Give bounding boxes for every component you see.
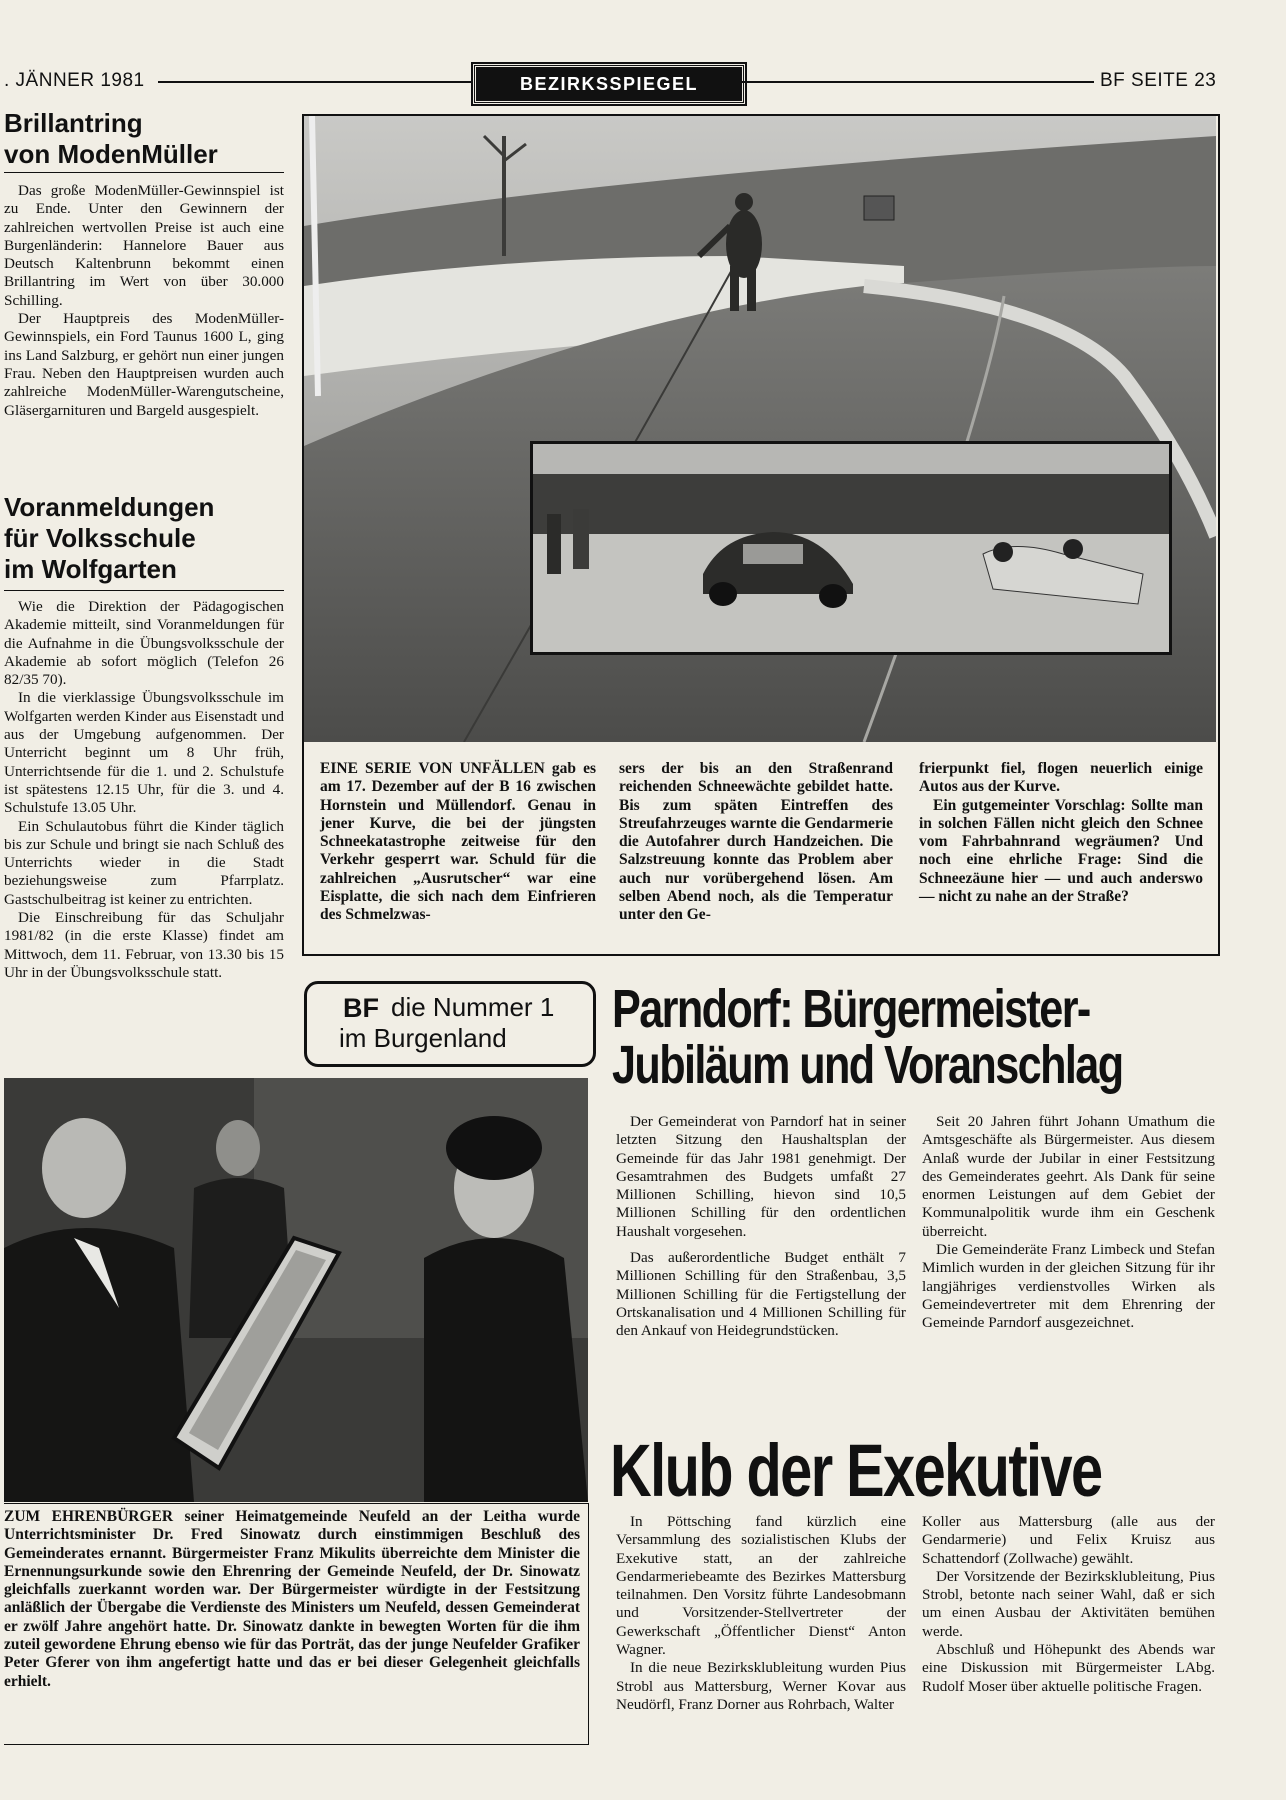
parndorf-paragraph: Seit 20 Jahren führt Johann Umathum die Amtsgeschäfte als Bürgermeister. Aus diesem Anlaß wurde der Jubilar in einer Festsitzung des Gemeinderates geehrt. Als Dank für seine enormen Leistungen auf dem Gebiet der Kommunalpolitik wurde ihm ein Geschenk überreicht.	[922, 1113, 1215, 1240]
klub-col-1	[616, 1513, 906, 1714]
klub-paragraph: Der Vorsitzende der Bezirksklubleitung, Pius Strobl, betonte nach seiner Wahl, daß er sich um einen Ausbau der Aktivitäten bemühen werde.	[922, 1567, 1215, 1640]
klub-paragraph: Koller aus Mattersburg (alle aus der Gendarmerie) und Felix Kruisz aus Schattendorf (Zollwache) gewählt.	[922, 1513, 1215, 1567]
volksschule-article	[4, 598, 284, 982]
volksschule-paragraph: In die vierklassige Übungsvolksschule im Wolfgarten werden Kinder aus Eisenstadt und aus der Umgebung aufgenommen. Der Unterricht beginnt um 8 Uhr früh, Unterrichtsende für die 1. und 2. Schulstufe ist spätestens 12.15 Uhr, für die 3. und 4. Schulstufe 13.05 Uhr.	[4, 689, 284, 817]
ceremony-photo-illustration	[4, 1078, 588, 1502]
klub-paragraph: In Pöttsching fand kürzlich eine Versammlung des sozialistischen Klubs der Exekutive statt, an der zahlreiche Gendarmeriebeamte des Bezirkes Mattersburg teilnahmen. Den Vorsitz führte Landesobmann und Vorsitzender-Stellvertreter der Gewerkschaft „Öffentlicher Dienst“ Anton Wagner.	[616, 1513, 906, 1659]
section-ribbon: BEZIRKSSPIEGEL	[473, 64, 745, 104]
parndorf-col-1	[616, 1113, 906, 1341]
ehrenbuerger-caption-box	[4, 1503, 589, 1745]
parndorf-paragraph: Das außerordentliche Budget enthält 7 Millionen Schilling für den Straßenbau, 3,5 Millionen Schilling für die Fertigstellung der Ortskanalisation und 4 Millionen Schilling für den Ankauf von Heidegrundstücken.	[616, 1249, 906, 1340]
volksschule-paragraph: Die Einschreibung für das Schuljahr 1981/82 (in die erste Klasse) findet am Mittwoch, dem 11. Februar, von 13.30 bis 15 Uhr in der Übungsvolksschule statt.	[4, 909, 284, 981]
header-rule-left	[158, 81, 473, 83]
promo-line-2: im Burgenland	[339, 1023, 507, 1053]
volksschule-headline-line-1: Voranmeldungen	[4, 492, 215, 522]
promo-box	[304, 981, 596, 1067]
parndorf-headline-line-1: Parndorf: Bürgermeister-	[612, 979, 1090, 1039]
volksschule-paragraph: Ein Schulautobus führt die Kinder täglich bis zur Schule und bringt sie nach Schluß des Unterrichts wieder in die Stadt beziehungsweise zum Pfarrplatz. Gastschulbeitrag ist keiner zu entrichten.	[4, 817, 284, 908]
parndorf-paragraph: Der Gemeinderat von Parndorf hat in seiner letzten Sitzung den Haushaltsplan der Gemeinde für das Jahr 1981 genehmigt. Der Gesamtrahmen des Budgets umfaßt 27 Millionen Schilling, hievon sind 10,5 Millionen Schilling für den ordentlichen Haushalt vorgesehen.	[616, 1113, 906, 1240]
volksschule-headline-line-2: für Volksschule	[4, 523, 196, 554]
header-rule-right	[742, 81, 1094, 83]
volksschule-rule	[4, 590, 284, 591]
parndorf-col-2	[922, 1113, 1215, 1333]
brillantring-headline	[4, 108, 284, 170]
accident-caption-col-1: EINE SERIE VON UNFÄLLEN gab es am 17. Dezember auf der B 16 zwischen Hornstein und Müllendorf. Genau in jener Kurve, die bei der jüngsten Schneekatastrophe zeitweise für den Verkehr gesperrt war. Schuld für die zahlreichen „Ausrutscher“ war eine Eisplatte, die sich nach dem Einfrieren des Schmelzwas-	[320, 760, 596, 924]
parndorf-paragraph: Die Gemeinderäte Franz Limbeck und Stefan Mimlich wurden in der gleichen Sitzung für ihr langjähriges verdienstvolles Wirken als Gemeindevertreter mit dem Ehrenring der Gemeinde Parndorf ausgezeichnet.	[922, 1241, 1215, 1332]
accident-caption-text: Ein gutgemeinter Vorschlag: Sollte man in solchen Fällen nicht gleich den Schnee vom Fahrbahnrand wegräumen? Und noch eine ehrliche Frage: Sind die Schneezäune hier — und auch anderswo — nicht zu nahe an der Straße?	[919, 796, 1203, 906]
brillantring-article	[4, 182, 284, 420]
promo-line-1: die Nummer 1	[391, 992, 555, 1022]
promo-brand: BF	[343, 993, 379, 1023]
issue-date: . JÄNNER 1981	[4, 70, 145, 91]
ehrenbuerger-photo	[4, 1078, 588, 1502]
overturned-cars-photo	[530, 441, 1172, 655]
klub-col-2	[922, 1513, 1215, 1696]
brillantring-headline-line-1: Brillantring	[4, 108, 143, 138]
klub-headline: Klub der Exekutive	[610, 1429, 1102, 1512]
klub-paragraph: Abschluß und Höhepunkt des Abends war eine Diskussion mit Bürgermeister LAbg. Rudolf Moser über aktuelle politische Fragen.	[922, 1641, 1215, 1695]
brillantring-paragraph: Das große ModenMüller-Gewinnspiel ist zu Ende. Unter den Gewinnern der zahlreichen wertvollen Preise ist auch eine Burgenländerin: Hannelore Bauer aus Deutsch Kaltenbrunn bekommt einen Brillantring im Wert von über 30.000 Schilling.	[4, 182, 284, 309]
volksschule-headline-line-3: im Wolfgarten	[4, 554, 177, 585]
accident-caption-col-2: sers der bis an den Straßenrand reichenden Schneewächte gebildet hatte. Bis zum späten Eintreffen des Streufahrzeuges warnte die Gendarmerie die Autofahrer durch Handzeichen. Die Salzstreuung konnte das Problem aber auch nur vorübergehend lösen. Am selben Abend noch, als die Temperatur unter den Ge-	[619, 760, 893, 924]
page-number: BF SEITE 23	[1100, 70, 1217, 91]
accident-caption-text: frierpunkt fiel, flogen neuerlich einige Autos aus der Kurve.	[919, 760, 1203, 796]
volksschule-paragraph: Wie die Direktion der Pädagogischen Akademie mitteilt, sind Voranmeldungen für die Aufnahme in die Übungsvolksschule der Akademie ab sofort möglich (Telefon 26 82/35 70).	[4, 598, 284, 689]
klub-paragraph: In die neue Bezirksklubleitung wurden Pius Strobl aus Mattersburg, Werner Kovar aus Neudörfl, Franz Dorner aus Rohrbach, Walter	[616, 1659, 906, 1713]
brillantring-rule	[4, 172, 284, 173]
brillantring-headline-line-2: von ModenMüller	[4, 139, 218, 170]
ehrenbuerger-caption: ZUM EHRENBÜRGER seiner Heimatgemeinde Neufeld an der Leitha wurde Unterrichtsminister Dr. Fred Sinowatz durch einstimmigen Beschluß des Gemeinderates ernannt. Bürgermeister Franz Mikulits überreichte dem Minister die Ernennungsurkunde sowie den Ehrenring der Gemeinde Neufeld, der Dr. Sinowatz gleichfalls zuerkannt worden war. Der Bürgermeister würdigte in der Festsitzung anläßlich der Übergabe die Verdienste des Ministers um Neufeld, dessen Gemeinderat er zwölf Jahre angehört hatte. Dr. Sinowatz dankte in bewegten Worten für die ihm zuteil gewordene Ehrung ebenso wie für das Porträt, das der junge Neufelder Grafiker Peter Gferer von ihm angefertigt hatte und das er bei dieser Gelegenheit gleichfalls erhielt.	[4, 1508, 580, 1690]
parndorf-headline	[612, 978, 1212, 1094]
accident-caption-col-3	[919, 760, 1203, 906]
cars-photo-illustration	[533, 444, 1169, 652]
volksschule-headline	[4, 492, 284, 586]
brillantring-paragraph: Der Hauptpreis des ModenMüller-Gewinnspiels, ein Ford Taunus 1600 L, ging ins Land Salzburg, er gehört nun einer jungen Frau. Neben den Hauptpreisen wurden auch zahlreiche ModenMüller-Warengutscheine, Gläsergarnituren und Bargeld ausgespielt.	[4, 310, 284, 419]
parndorf-headline-line-2: Jubiläum und Voranschlag	[612, 1035, 1123, 1095]
